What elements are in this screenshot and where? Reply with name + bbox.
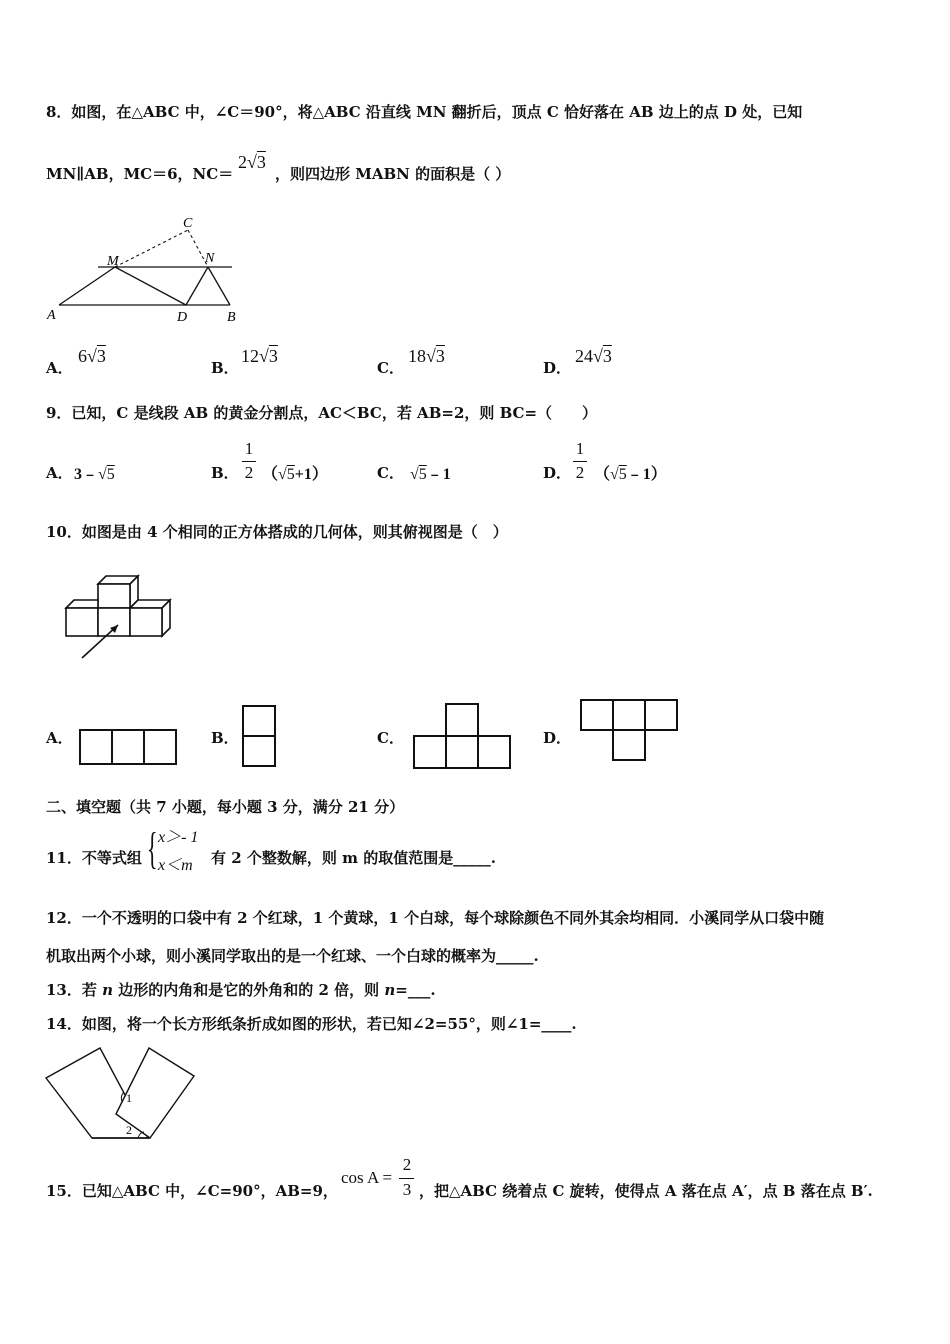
q11-ineq-2: x＜m: [158, 857, 193, 874]
q8-option-d-label[interactable]: D．: [543, 359, 572, 377]
q9-option-b-num: 1: [244, 439, 254, 458]
q9-option-c-label[interactable]: C．: [377, 464, 404, 482]
section-2-title: 二、填空题（共 7 小题，每小题 3 分，满分 21 分）: [46, 798, 405, 816]
q9-option-a-value[interactable]: 3﹣√5: [74, 466, 115, 483]
q15-cos: cos A =: [341, 1168, 393, 1187]
q9-option-b-value[interactable]: （√5+1）: [262, 466, 328, 483]
q11-pre: 11．不等式组: [46, 849, 142, 867]
q10-option-c-figure[interactable]: [412, 702, 512, 770]
q12-line1: 12．一个不透明的口袋中有 2 个红球，1 个黄球，1 个白球，每个球除颜色不同外其余均相同．小溪同学从口袋中随: [46, 909, 825, 927]
q9-option-a-label[interactable]: A．: [46, 464, 73, 482]
q11-ineq-1: x＞- 1: [158, 829, 199, 846]
q10-option-b-label[interactable]: B．: [211, 729, 239, 747]
q8-label-C: C: [183, 216, 193, 231]
q9-option-d-label[interactable]: D．: [543, 464, 572, 482]
q8-option-d-value[interactable]: 24√3: [575, 346, 612, 366]
q9-option-b-den: 2: [244, 463, 254, 482]
q8-option-b-value[interactable]: 12√3: [241, 346, 278, 366]
q15-post: ，把△ABC 绕着点 C 旋转，使得点 A 落在点 A′，点 B 落在点 B′.: [419, 1182, 873, 1200]
q8-label-D: D: [177, 310, 188, 322]
q10-option-c-label[interactable]: C．: [377, 729, 404, 747]
q10-cube-figure: [60, 570, 200, 680]
q11-post: 有 2 个整数解，则 m 的取值范围是_____.: [211, 849, 496, 867]
q9-option-d-value[interactable]: （√5﹣1）: [594, 466, 667, 483]
q8-nc-value: 2√3: [238, 152, 266, 172]
q10-option-a-figure[interactable]: [78, 728, 178, 768]
q8-triangle-figure: [42, 212, 242, 322]
q15-den: 3: [402, 1180, 412, 1199]
q9-option-c-value[interactable]: √5﹣1: [410, 466, 451, 483]
q13-stem: 13．若 n 边形的内角和是它的外角和的 2 倍，则 n=___.: [46, 981, 436, 999]
q8-option-c-label[interactable]: C．: [377, 359, 404, 377]
q12-line2: 机取出两个小球，则小溪同学取出的是一个红球、一个白球的概率为_____.: [46, 947, 539, 965]
q10-option-d-label[interactable]: D．: [543, 729, 572, 747]
q15-num: 2: [402, 1155, 412, 1174]
q8-given: MN∥AB，MC＝6，NC＝: [46, 165, 234, 183]
q8-option-a-label[interactable]: A．: [46, 359, 73, 377]
q15-pre: 15．已知△ABC 中，∠C=90°，AB=9，: [46, 1182, 338, 1200]
q10-stem: 10．如图是由 4 个相同的正方体搭成的几何体，则其俯视图是（ ）: [46, 523, 508, 541]
q9-option-d-den: 2: [575, 463, 585, 482]
q8-stem-line2: [46, 164, 233, 184]
q10-option-a-label[interactable]: A．: [46, 729, 73, 747]
q9-option-d-num: 1: [575, 439, 585, 458]
q8-label-M: M: [107, 254, 119, 269]
q8-option-a-value[interactable]: 6√3: [78, 346, 106, 366]
q8-label-B: B: [227, 310, 236, 322]
q11-brace: {: [147, 824, 158, 873]
q8-label-A: A: [47, 308, 56, 322]
q14-angle-1: 1: [126, 1091, 132, 1105]
q14-stem: 14．如图，将一个长方形纸条折成如图的形状，若已知∠2=55°，则∠1=____.: [46, 1015, 577, 1033]
q9-option-b-label[interactable]: B．: [211, 464, 239, 482]
q8-option-b-label[interactable]: B．: [211, 359, 239, 377]
q8-stem-line1: 8．如图，在△ABC 中，∠C＝90°，将△ABC 沿直线 MN 翻折后，顶点 C 恰好落在 AB 边上的点 D 处，已知: [46, 103, 803, 121]
q8-label-N: N: [205, 251, 215, 266]
q10-option-b-figure[interactable]: [241, 704, 277, 768]
q9-stem: 9．已知，C 是线段 AB 的黄金分割点，AC＜BC，若 AB=2，则 BC=（ ）: [46, 404, 598, 422]
q8-option-c-value[interactable]: 18√3: [408, 346, 445, 366]
q8-question: ，则四边形 MABN 的面积是（ ）: [275, 165, 511, 183]
q10-option-d-figure[interactable]: [579, 698, 679, 762]
q14-paper-strip-figure: [42, 1044, 202, 1144]
q14-angle-2: 2: [126, 1123, 132, 1137]
